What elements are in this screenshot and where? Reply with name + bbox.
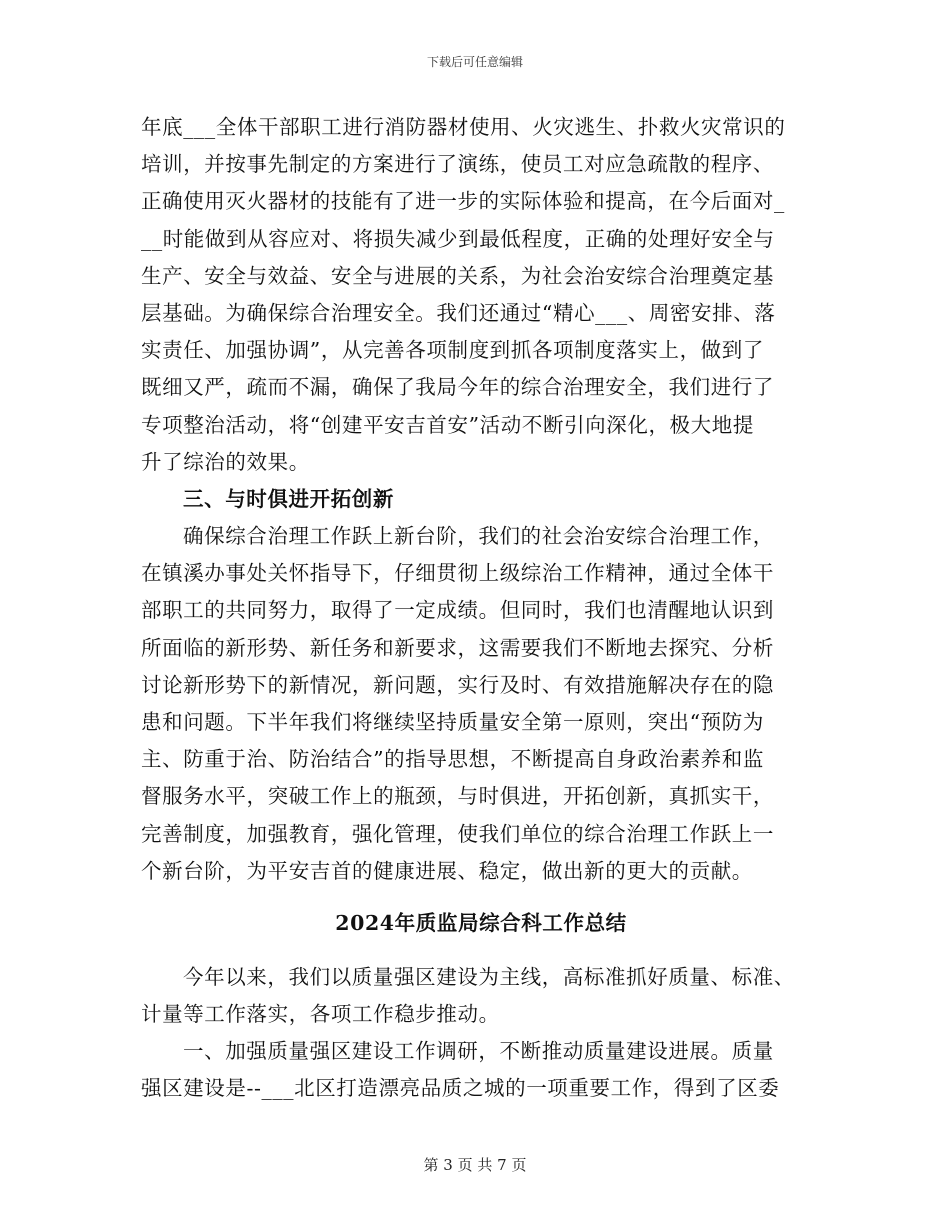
body-line: 生产、安全与效益、安全与进展的关系，为社会治安综合治理奠定基 bbox=[141, 263, 774, 288]
body-line: 专项整治活动，将“创建平安吉首安”活动不断引向深化，极大地提 bbox=[141, 412, 754, 437]
body-line: 计量等工作落实，各项工作稳步推动。 bbox=[141, 1001, 500, 1026]
section-heading: 三、与时俱进开拓创新 bbox=[183, 486, 394, 511]
page-number: 第 3 页 共 7 页 bbox=[423, 1156, 527, 1174]
page-header: 下载后可任意编辑 bbox=[426, 55, 523, 69]
body-line: 部职工的共同努力，取得了一定成绩。但同时，我们也清醒地认识到 bbox=[141, 598, 774, 623]
body-line: 在镇溪办事处关怀指导下，仔细贯彻上级综治工作精神，通过全体干 bbox=[141, 561, 774, 586]
body-line: 所面临的新形势、新任务和新要求，这需要我们不断地去探究、分析 bbox=[141, 635, 774, 660]
body-line: 实责任、加强协调”，从完善各项制度到抓各项制度落实上，做到了 bbox=[141, 338, 764, 363]
body-line: 正确使用灭火器材的技能有了进一步的实际体验和提高，在今后面对_ bbox=[141, 189, 785, 214]
body-line: 一、加强质量强区建设工作调研，不断推动质量建设进展。质量 bbox=[183, 1039, 774, 1064]
body-line: 完善制度，加强教育，强化管理，使我们单位的综合治理工作跃上一 bbox=[141, 821, 774, 846]
body-line: __时能做到从容应对、将损失减少到最低程度，正确的处理好安全与 bbox=[141, 226, 775, 251]
body-line: 主、防重于治、防治结合”的指导思想，不断提高自身政治素养和监 bbox=[141, 747, 764, 772]
body-line: 督服务水平，突破工作上的瓶颈，与时俱进，开拓创新，真抓实干， bbox=[141, 784, 774, 809]
article-title: 2024年质监局综合科工作总结 bbox=[335, 910, 627, 935]
body-line: 个新台阶，为平安吉首的健康进展、稳定，做出新的更大的贡献。 bbox=[141, 858, 753, 883]
body-line: 层基础。为确保综合治理安全。我们还通过“精心___、周密安排、落 bbox=[141, 300, 776, 325]
body-line: 升了综治的效果。 bbox=[141, 449, 310, 474]
body-line: 强区建设是--___北区打造漂亮品质之城的一项重要工作，得到了区委 bbox=[141, 1076, 780, 1101]
body-line: 年底___全体干部职工进行消防器材使用、火灾逃生、扑救火灾常识的 bbox=[141, 115, 786, 139]
body-line: 确保综合治理工作跃上新台阶，我们的社会治安综合治理工作， bbox=[183, 524, 774, 549]
body-line: 培训，并按事先制定的方案进行了演练，使员工对应急疏散的程序、 bbox=[141, 152, 774, 177]
body-line: 今年以来，我们以质量强区建设为主线，高标准抓好质量、标准、 bbox=[183, 964, 795, 989]
document-body bbox=[141, 111, 821, 1110]
body-line: 讨论新形势下的新情况，新问题，实行及时、有效措施解决存在的隐 bbox=[141, 672, 774, 697]
body-line: 患和问题。下半年我们将继续坚持质量安全第一原则，突出“预防为 bbox=[141, 710, 764, 734]
body-line: 既细又严，疏而不漏，确保了我局今年的综合治理安全，我们进行了 bbox=[141, 375, 774, 400]
